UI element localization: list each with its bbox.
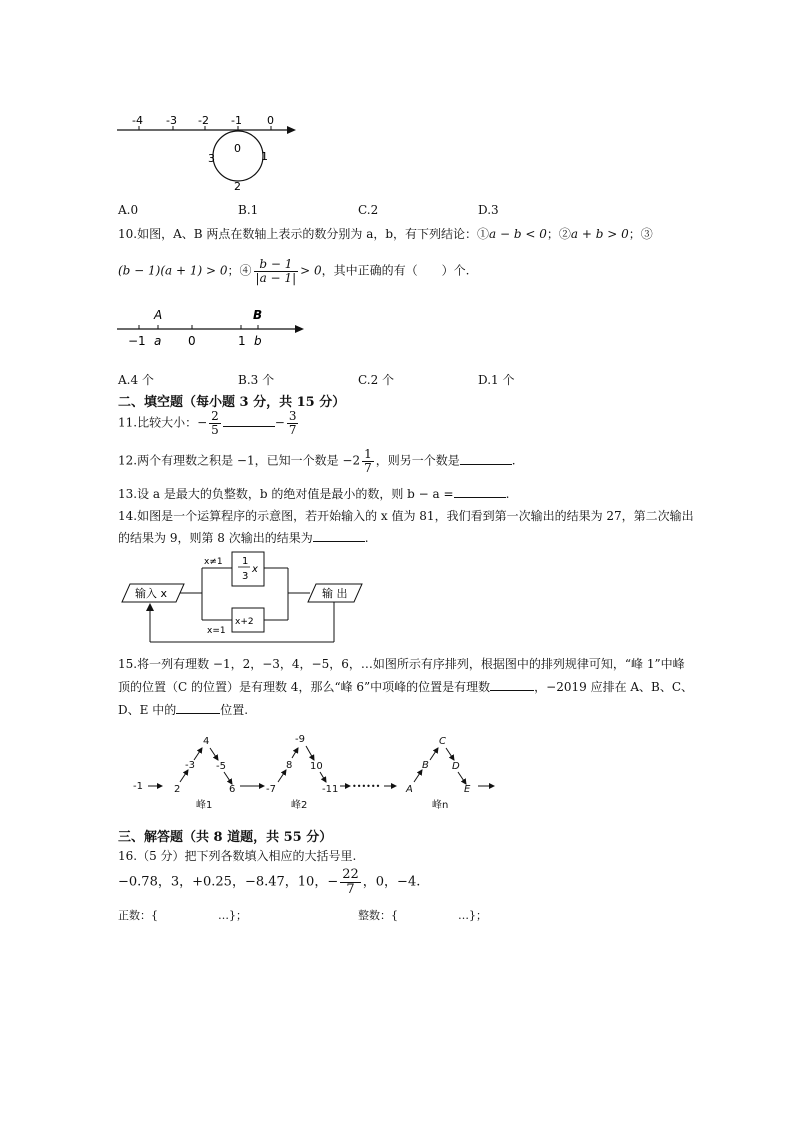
q15-pn-label: 峰n [432, 800, 449, 810]
q15-p2-a: -7 [266, 784, 276, 795]
q14-end: . [364, 531, 369, 545]
q9-rolling-circle [213, 131, 263, 181]
q13-answer-blank[interactable] [454, 485, 506, 498]
q15-p2-c: -9 [295, 734, 305, 745]
q10-line1: 10.如图，A、B 两点在数轴上表示的数分别为 a，b，有下列结论：① [118, 227, 490, 241]
q12-question [118, 448, 516, 474]
q11-fraction-2 [287, 410, 299, 436]
q16-integer-answer[interactable] [402, 907, 456, 921]
q16-numbers-a: −0.78，3，+0.25，−8.47，10，− [118, 874, 339, 890]
q16-frac-num: 22 [342, 867, 359, 882]
q12-frac-den: 7 [364, 460, 372, 475]
q15-pn-b: B [422, 760, 429, 771]
q15-pn-c: C [439, 736, 446, 747]
q10-c4-numerator: b − 1 [254, 258, 299, 272]
q9-tick-label: -4 [132, 114, 143, 127]
q15-peak-diagram [128, 728, 508, 810]
q15-p1-b: -3 [185, 760, 195, 771]
q10-question-line2 [118, 258, 469, 284]
q14-line1: 14.如图是一个运算程序的示意图，若开始输入的 x 值为 81，我们看到第一次输出的结果为 27，第二次输出 [118, 509, 694, 523]
q9-circle-label-left: 3 [208, 152, 215, 165]
q10-option-b: B.3 个 [238, 373, 275, 387]
q15-p1-c: 4 [203, 736, 210, 747]
q9-number-line-figure [112, 112, 302, 194]
q15-p1-a: 2 [174, 784, 181, 795]
q10-c4-denominator: |a − 1| [255, 270, 297, 285]
section-2-heading: 二、填空题（每小题 3 分，共 15 分） [118, 395, 346, 410]
q11-prefix: 11.比较大小：− [118, 415, 208, 430]
q15-p2-label: 峰2 [291, 800, 308, 810]
q9-tick-label: 0 [267, 114, 274, 127]
q15-line2b: ，−2019 应排在 A、B、C、 [534, 680, 694, 694]
q15-line1: 15.将一列有理数 −1，2，−3，4，−5，6，…如图所示有序排列，根据图中的排列规律可知，“峰 1”中峰 [118, 657, 685, 671]
q13-question [118, 485, 509, 502]
q12-answer-blank[interactable] [460, 452, 512, 465]
q10-point-a-label: A [154, 308, 163, 322]
q9-circle-label-right: 1 [261, 150, 268, 163]
section-3-heading: 三、解答题（共 8 道题，共 55 分） [118, 830, 333, 845]
q14-line2-text: 的结果为 9，则第 8 次输出的结果为 [118, 531, 313, 545]
q14-cond-bottom: x=1 [207, 626, 226, 636]
q9-option-a: A.0 [118, 203, 139, 217]
q9-tick-label: -1 [231, 114, 242, 127]
q10-sep: ；② [546, 227, 571, 241]
q15-answer-blank-1[interactable] [490, 678, 534, 691]
q15-p2-d: 10 [310, 761, 323, 772]
q16-positive-label: 正数：{ [118, 909, 158, 922]
q16-integer-end: …}； [458, 909, 487, 922]
q9-tick-label: -2 [198, 114, 209, 127]
q15-p1-label: 峰1 [196, 800, 213, 810]
q10-option-c: C.2 个 [358, 373, 395, 387]
q15-line2 [118, 678, 693, 695]
q13-end: . [505, 487, 510, 501]
q10-conclusion-4-fraction [254, 258, 299, 284]
q10-c4-tail: > 0 [300, 263, 322, 278]
q15-pn-d: D [452, 761, 460, 772]
q15-line2a: 顶的位置（C 的位置）是有理数 4，那么“峰 6”中项峰的位置是有理数 [118, 680, 491, 694]
q16-title: 16.（5 分）把下列各数填入相应的大括号里. [118, 849, 357, 863]
q15-p1-d: -5 [216, 761, 226, 772]
q14-op-top-num: 1 [242, 556, 249, 567]
q9-option-d: D.3 [478, 203, 499, 217]
q10-axis-label: b [254, 334, 262, 348]
q14-output-label: 输 出 [322, 587, 348, 600]
q12-end: . [511, 453, 516, 468]
q14-answer-blank[interactable] [313, 529, 365, 542]
q15-pn-a: A [406, 784, 413, 795]
q16-positive-answer[interactable] [162, 907, 216, 921]
q12-mixed-fraction [362, 448, 374, 474]
q15-line3 [118, 701, 248, 718]
q12-frac-num: 1 [364, 447, 372, 461]
q10-sep: ；③ [628, 227, 653, 241]
q16-positive-end: …}； [218, 909, 247, 922]
q14-input-label: 输入 x [135, 587, 168, 600]
q15-line3b: 位置. [220, 703, 249, 717]
q9-option-c: C.2 [358, 203, 379, 217]
q15-dots: •••••• [352, 782, 381, 791]
q14-op-top-var: x [252, 564, 258, 575]
q15-p2-b: 8 [286, 760, 293, 771]
q10-point-b-label: B [253, 308, 263, 322]
q10-axis-label: −1 [128, 334, 146, 348]
q14-op-top-den: 3 [242, 571, 249, 582]
q15-pn-e: E [464, 784, 471, 795]
q10-option-a: A.4 个 [118, 373, 154, 387]
q10-tail: ，其中正确的有（ ）个. [321, 263, 470, 278]
q10-conclusion-3: (b − 1)(a + 1) > 0 [118, 263, 228, 278]
q11-fraction-1 [209, 410, 221, 436]
q10-question [118, 225, 653, 242]
q9-tick-label: -3 [166, 114, 177, 127]
q15-line3a: D、E 中的 [118, 703, 177, 717]
q15-start-number: -1 [133, 781, 143, 792]
q15-p2-e: -11 [322, 784, 339, 795]
q16-fraction [340, 868, 361, 896]
q10-conclusion-2: a + b > 0 [570, 227, 629, 241]
q11-f1-den: 5 [211, 422, 219, 437]
q12-prefix: 12.两个有理数之积是 −1，已知一个数是 −2 [118, 453, 361, 468]
q10-number-line-figure [112, 305, 312, 351]
q9-option-b: B.1 [238, 203, 259, 217]
q11-f2-num: 3 [288, 409, 297, 423]
q11-answer-blank[interactable] [223, 414, 275, 427]
q10-conclusion-1: a − b < 0 [489, 227, 547, 241]
q14-op-bottom-label: x+2 [235, 617, 254, 627]
q9-circle-label-bottom: 2 [234, 180, 241, 193]
q11-f1-num: 2 [211, 409, 219, 423]
q10-option-d: D.1 个 [478, 373, 515, 387]
q10-axis-label: a [154, 334, 162, 348]
q13-text: 13.设 a 是最大的负整数，b 的绝对值是最小的数，则 b − a = [118, 487, 454, 501]
q11-question [118, 410, 300, 436]
q16-integer-label: 整数：{ [358, 909, 398, 922]
q16-frac-den: 7 [346, 881, 355, 897]
q10-axis-label: 1 [238, 334, 246, 348]
q11-minus: − [274, 415, 285, 430]
q16-numbers [118, 868, 420, 896]
q15-answer-blank-2[interactable] [176, 701, 220, 714]
q11-f2-den: 7 [288, 422, 297, 437]
q14-cond-top: x≠1 [204, 557, 223, 567]
q10-sep: ；④ [227, 263, 252, 278]
q12-suffix: ，则另一个数是 [375, 453, 460, 468]
q16-numbers-b: ，0，−4. [362, 874, 421, 890]
q15-p1-e: 6 [229, 784, 236, 795]
q10-axis-label: 0 [188, 334, 196, 348]
q14-flowchart [118, 548, 368, 646]
q9-circle-label-top: 0 [234, 142, 241, 155]
q14-line2 [118, 529, 369, 546]
